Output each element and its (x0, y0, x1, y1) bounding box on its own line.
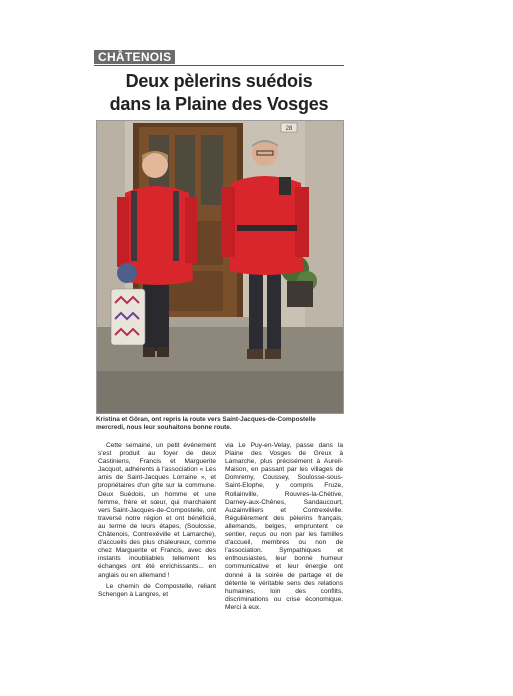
headline-line-1: Deux pèlerins suédois (125, 71, 313, 91)
article-column-right (225, 442, 343, 612)
headline-line-2: dans la Plaine des Vosges (109, 94, 329, 114)
section-rule (94, 65, 344, 66)
article-paragraph: via Le Puy-en-Velay, passe dans la Plaine des Vosges de Greux à Lamarche, plus précisément à Aureil-Maison, en passant par les villages de Domremy, Coussey, Soulosse-sous-Saint-Elophe, y compris Fruze, Rollainville, Rouvres-la-Chétive, Darney-aux-Chênes, Sandaucourt, Auzainvilliers et Contrexéville. Régulièrement des pèlerins français, allemands, belges, empruntent ce sentier, reçus ou non par les familles d'accueil, membres ou non de l'association. Sympathiques et enthousiastes, leur bonne humeur communicative et leur énergie ont donné à la soirée de partage et de détente le véritable sens des relations humaines, loin des conflits, discriminations ou crise économique. Merci à eux. (225, 442, 343, 611)
house-number: 28 (285, 126, 293, 132)
photo-caption: Kristina et Göran, ont repris la route vers Saint-Jacques-de-Compostelle mercredi, nous leur souhaitons bonne route. (96, 416, 316, 431)
article-photo (96, 120, 344, 414)
section-tag: CHÂTENOIS (94, 50, 175, 64)
newspaper-clipping (94, 50, 344, 630)
headline (94, 70, 344, 116)
article-column-left (98, 442, 216, 599)
article-paragraph: Le chemin de Compostelle, reliant Schengen à Langres, et (98, 582, 216, 598)
article-paragraph: Cette semaine, un petit événement s'est produit au foyer de deux Castiniens, Francis et Marguerite Jacquot, adhérents à l'association « Les amis de Saint-Jacques Lorraine », et propriétaires d'un gîte sur la commune. Deux Suédois, un homme et une femme, frère et sœur, qui marchaient vers Saint-Jacques-de-Compostelle, ont traversé notre région et ont bénéficié, au terme de leurs étapes, (Soulosse, Châtenois, Contrexéville et Lamarche), d'accueils des plus chaleureux, comme chez Marguerite et Francis, avec des instants inoubliables tellement les échanges ont été enrichissants... en anglais ou en allemand ! (98, 442, 216, 579)
